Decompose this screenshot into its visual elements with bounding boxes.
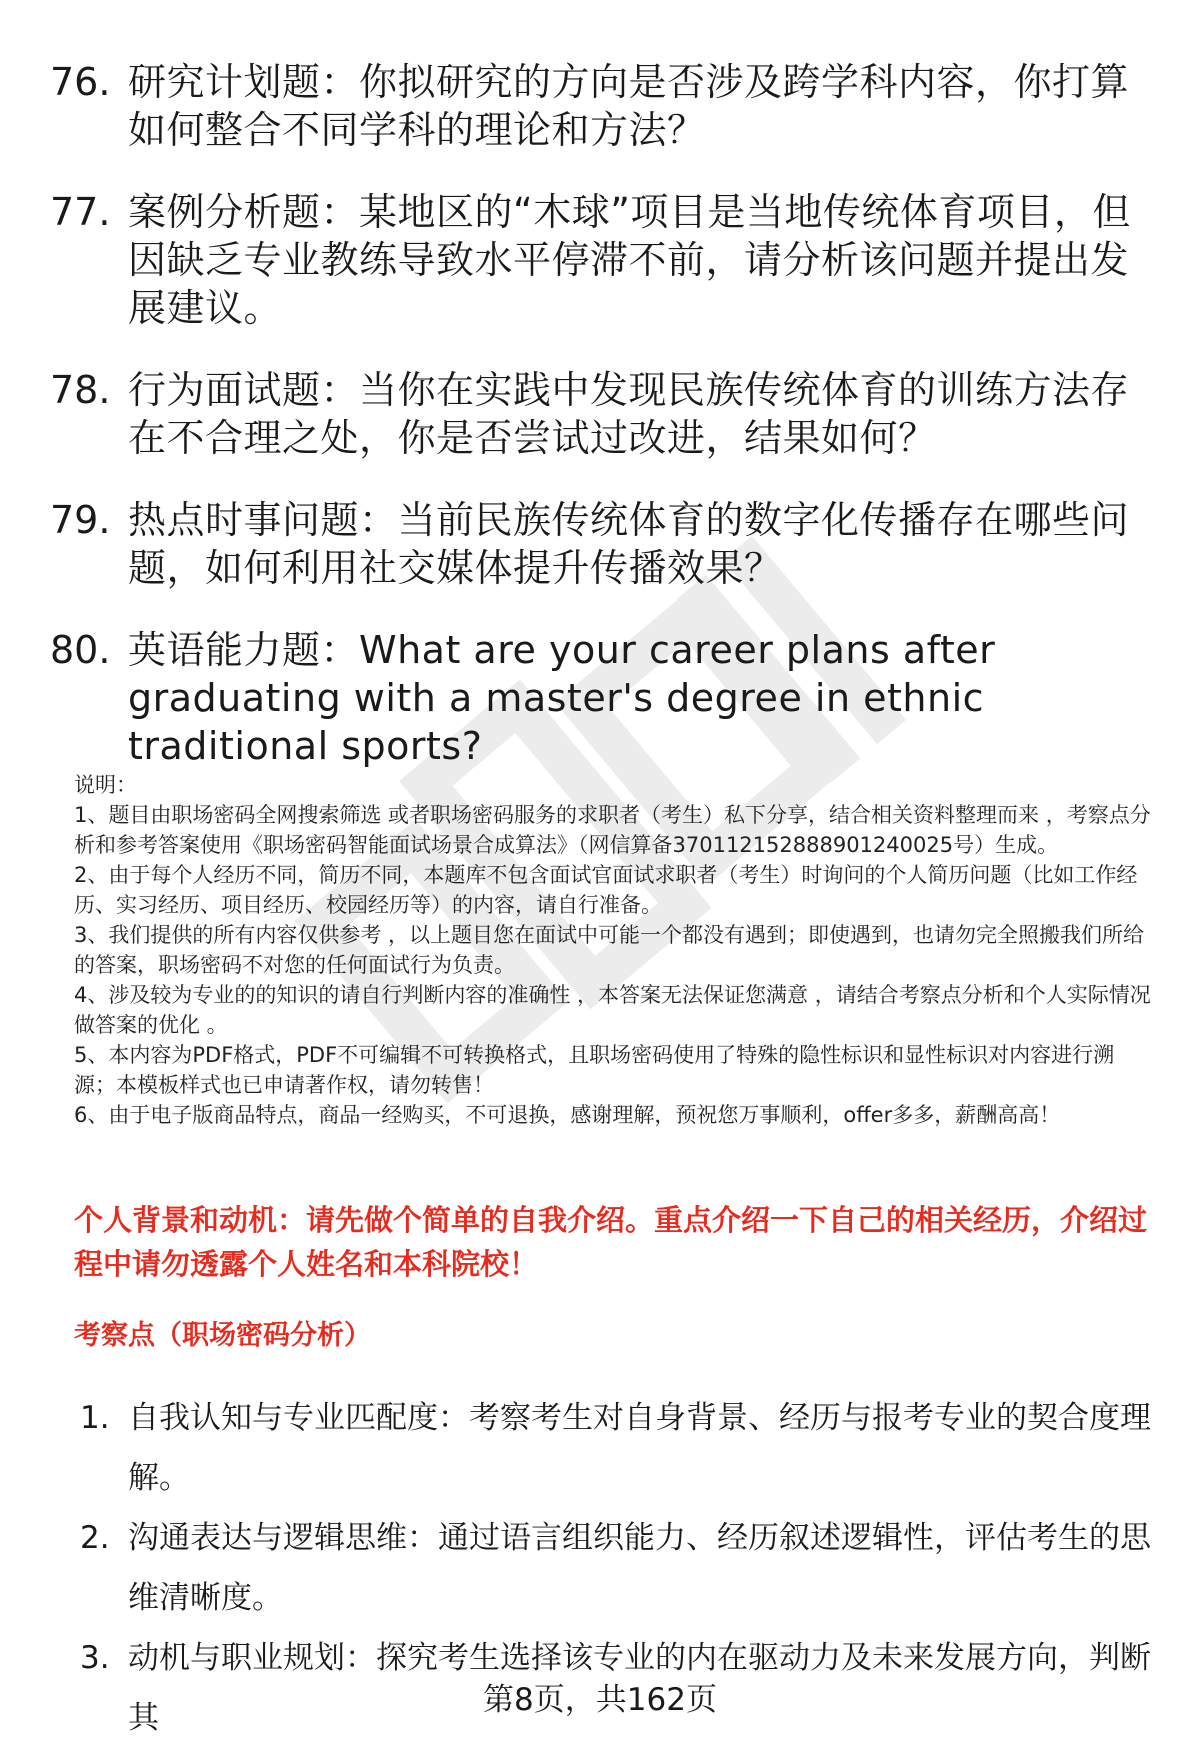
notes-title: 说明： (74, 773, 137, 797)
note-item: 5、本内容为PDF格式，PDF不可编辑不可转换格式，且职场密码使用了特殊的隐性标识和显性标识对内容进行溯源；本模板样式也已申请著作权，请勿转售！ (74, 1043, 1115, 1097)
analysis-points-title: 考察点（职场密码分析） (74, 1320, 371, 1351)
question-number: 80. (50, 628, 111, 672)
question-number: 79. (50, 498, 111, 542)
question-item (50, 626, 1160, 770)
question-list (50, 58, 1160, 804)
question-text: 英语能力题：What are your career plans after graduating with a master's degree in ethnic traditional sports? (128, 628, 996, 768)
question-text: 行为面试题：当你在实践中发现民族传统体育的训练方法存在不合理之处，你是否尝试过改进，结果如何？ (128, 368, 1130, 460)
question-item (50, 58, 1160, 154)
question-number: 78. (50, 368, 111, 412)
point-number: 1. (80, 1400, 110, 1436)
question-text: 案例分析题：某地区的“木球”项目是当地传统体育项目，但因缺乏专业教练导致水平停滞不前，请分析该问题并提出发展建议。 (128, 190, 1131, 330)
point-number: 3. (80, 1640, 110, 1676)
point-number: 2. (80, 1520, 110, 1556)
note-item: 4、涉及较为专业的的知识的请自行判断内容的准确性 ，本答案无法保证您满意 ，请结合考察点分析和个人实际情况做答案的优化 。 (74, 983, 1151, 1037)
question-number: 76. (50, 60, 111, 104)
note-item: 1、题目由职场密码全网搜索筛选 或者职场密码服务的求职者（考生）私下分享，结合相关资料整理而来 ，考察点分析和参考答案使用《职场密码智能面试场景合成算法》（网信算备370112152888901240025号）生成。 (74, 803, 1151, 857)
question-text: 热点时事问题：当前民族传统体育的数字化传播存在哪些问题，如何利用社交媒体提升传播效果？ (128, 498, 1130, 590)
question-item (50, 366, 1160, 462)
page-footer: 第8页，共162页 (483, 1682, 717, 1718)
question-number: 77. (50, 190, 111, 234)
notes-section (74, 770, 1154, 1130)
analysis-point (80, 1388, 1160, 1508)
note-item: 3、我们提供的所有内容仅供参考 ，以上题目您在面试中可能一个都没有遇到；即使遇到，也请勿完全照搬我们所给的答案，职场密码不对您的任何面试行为负责。 (74, 923, 1145, 977)
point-text: 动机与职业规划：探究考生选择该专业的内在驱动力及未来发展方向，判断其 (128, 1640, 1151, 1736)
intro-question-heading: 个人背景和动机：请先做个简单的自我介绍。重点介绍一下自己的相关经历，介绍过程中请勿透露个人姓名和本科院校！ (74, 1203, 1148, 1281)
note-item: 2、由于每个人经历不同，简历不同，本题库不包含面试官面试求职者（考生）时询问的个人简历问题（比如工作经历、实习经历、项目经历、校园经历等）的内容，请自行准备。 (74, 863, 1138, 917)
question-item (50, 188, 1160, 332)
question-item (50, 496, 1160, 592)
question-text: 研究计划题：你拟研究的方向是否涉及跨学科内容，你打算如何整合不同学科的理论和方法？ (128, 60, 1130, 152)
point-text: 自我认知与专业匹配度：考察考生对自身背景、经历与报考专业的契合度理解。 (128, 1400, 1151, 1496)
analysis-point (80, 1508, 1160, 1628)
note-item: 6、由于电子版商品特点，商品一经购买，不可退换，感谢理解，预祝您万事顺利，offer多多，薪酬高高！ (74, 1103, 1061, 1127)
point-text: 沟通表达与逻辑思维：通过语言组织能力、经历叙述逻辑性，评估考生的思维清晰度。 (128, 1520, 1151, 1616)
